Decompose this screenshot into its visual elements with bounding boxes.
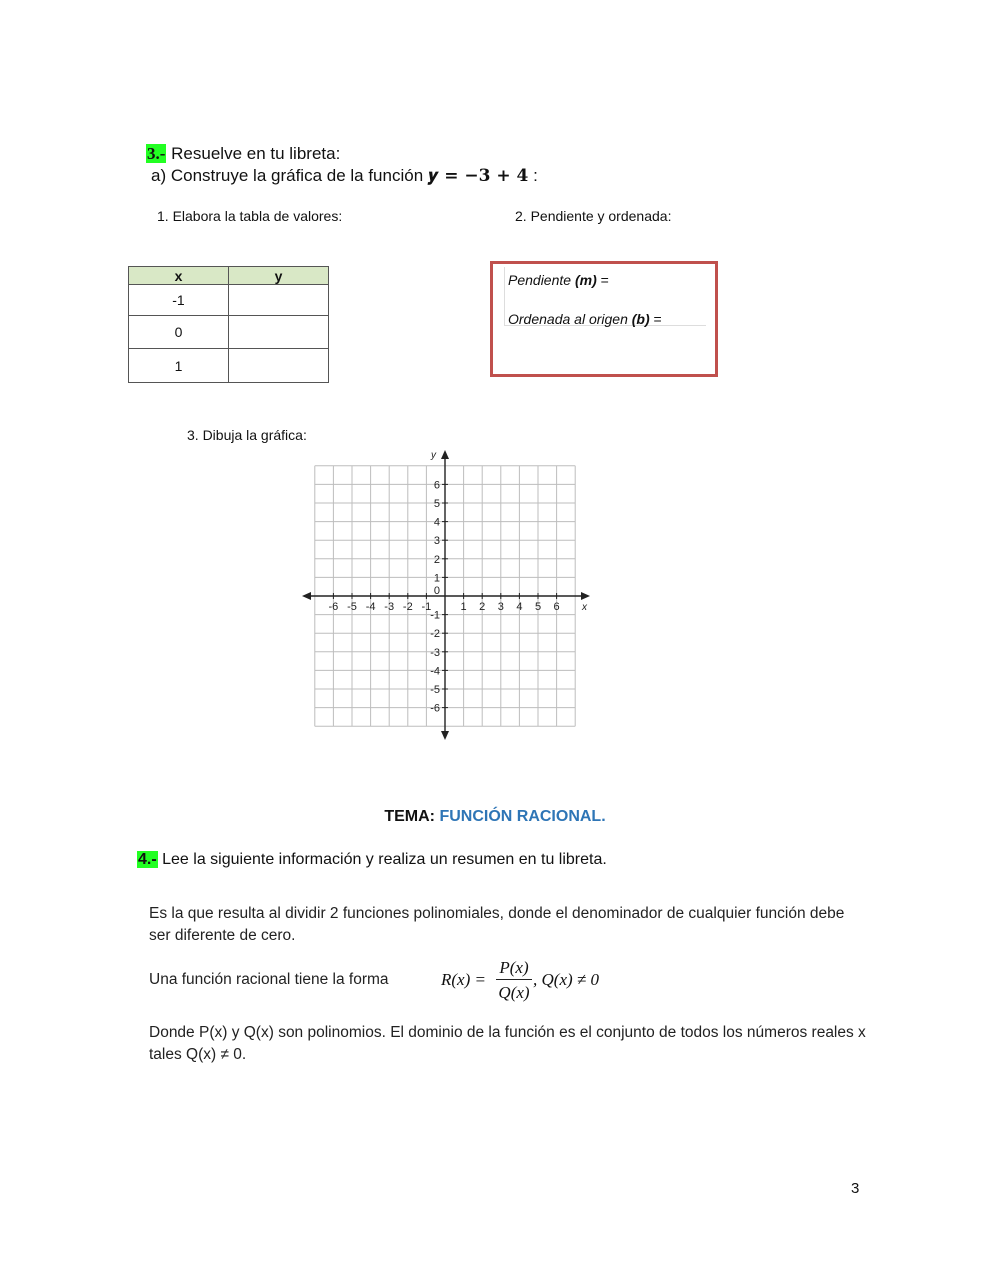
table-cell-x: -1 <box>129 285 229 316</box>
y-tick-label: 6 <box>433 479 440 492</box>
y-tick-label: -5 <box>430 684 440 696</box>
x-tick-label: 6 <box>553 601 560 613</box>
step-2-label: 2. Pendiente y ordenada: <box>515 208 672 224</box>
x-tick-label: -2 <box>402 601 413 613</box>
y-tick-label: 4 <box>433 516 440 529</box>
y-tick-label: -3 <box>430 646 440 659</box>
origin-label: 0 <box>433 585 440 597</box>
page-number: 3 <box>851 1180 860 1197</box>
values-table-header <box>129 267 329 285</box>
table-header-x: x <box>129 267 229 285</box>
table-row <box>129 285 329 316</box>
topic-label: TEMA: <box>384 808 435 825</box>
x-tick-label: 5 <box>534 601 542 613</box>
formula-condition: , Q(x) ≠ 0 <box>533 970 599 989</box>
table-row <box>129 349 329 383</box>
formula-numerator: P(x) <box>499 958 529 977</box>
x-tick-label: -3 <box>384 601 395 613</box>
x-tick-label: -6 <box>328 601 339 613</box>
table-cell-y[interactable] <box>229 349 329 383</box>
slope-intercept-box <box>490 261 718 377</box>
fraction-bar <box>496 979 532 980</box>
intercept-equals: = <box>653 311 662 327</box>
intercept-symbol: (b) <box>631 311 650 327</box>
x-axis-arrow-right <box>581 592 590 600</box>
y-tick-label: -4 <box>430 665 440 678</box>
topic-heading <box>0 808 990 826</box>
y-tick-label: 1 <box>433 572 440 585</box>
question-3a <box>151 166 538 186</box>
form-paragraph: Una función racional tiene la forma <box>149 971 389 988</box>
y-tick-label: 3 <box>433 535 440 548</box>
function-equation: 𝒚 = −𝟑 + 𝟒 <box>427 166 529 186</box>
y-tick-label: 5 <box>433 498 440 510</box>
intercept-field[interactable] <box>508 311 662 327</box>
question-3-number: 3.- <box>147 144 166 163</box>
x-tick-label: -4 <box>365 601 376 613</box>
x-tick-label: 1 <box>460 601 467 613</box>
question-3a-suffix: : <box>533 166 538 185</box>
y-axis-arrow-down <box>441 731 449 740</box>
slope-intercept-fields <box>504 267 706 326</box>
table-cell-y[interactable] <box>229 285 329 316</box>
definition-paragraph: Es la que resulta al dividir 2 funciones polinomiales, donde el denominador de cualquier función debe ser diferente de cero. <box>149 905 845 944</box>
question-4-heading <box>137 851 607 869</box>
formula-lhs: R(x) = <box>441 970 486 989</box>
coordinate-grid[interactable] <box>298 444 598 744</box>
x-axis-label: x <box>582 602 587 613</box>
table-cell-x: 1 <box>129 349 229 383</box>
question-3-heading <box>146 144 340 164</box>
slope-equals: = <box>600 272 609 288</box>
x-tick-label: 2 <box>479 601 486 613</box>
values-table <box>128 266 329 383</box>
x-tick-label: 4 <box>516 601 523 613</box>
topic-title: FUNCIÓN RACIONAL. <box>439 808 606 825</box>
intercept-label: Ordenada al origen <box>508 311 628 327</box>
slope-label: Pendiente <box>508 272 572 288</box>
x-tick-label: 3 <box>497 601 504 613</box>
x-axis-arrow-left <box>302 592 311 600</box>
question-4-number: 4.- <box>138 851 157 868</box>
question-3a-text: a) Construye la gráfica de la función <box>151 166 424 185</box>
slope-symbol: (m) <box>574 272 597 288</box>
y-axis-arrow-up <box>441 450 449 459</box>
table-cell-x: 0 <box>129 316 229 349</box>
y-tick-label: -2 <box>430 628 440 641</box>
y-tick-label: -1 <box>430 609 440 622</box>
y-tick-label: 2 <box>433 553 440 566</box>
x-tick-label: -1 <box>421 601 432 613</box>
y-tick-label: -6 <box>430 702 440 715</box>
y-axis-label: y <box>431 450 436 461</box>
question-3-text: Resuelve en tu libreta: <box>171 144 341 163</box>
slope-field[interactable] <box>508 272 609 288</box>
formula-denominator: Q(x) <box>498 983 530 1002</box>
table-header-y: y <box>229 267 329 285</box>
x-tick-label: -5 <box>347 601 357 613</box>
question-4-text: Lee la siguiente información y realiza un resumen en tu libreta. <box>162 851 607 868</box>
table-row <box>129 316 329 349</box>
table-cell-y[interactable] <box>229 316 329 349</box>
step-3-label: 3. Dibuja la gráfica: <box>187 427 307 443</box>
domain-paragraph: Donde P(x) y Q(x) son polinomios. El dominio de la función es el conjunto de todos los números reales x tales Q(x) ≠ 0. <box>149 1024 866 1063</box>
step-1-label: 1. Elabora la tabla de valores: <box>157 208 343 224</box>
